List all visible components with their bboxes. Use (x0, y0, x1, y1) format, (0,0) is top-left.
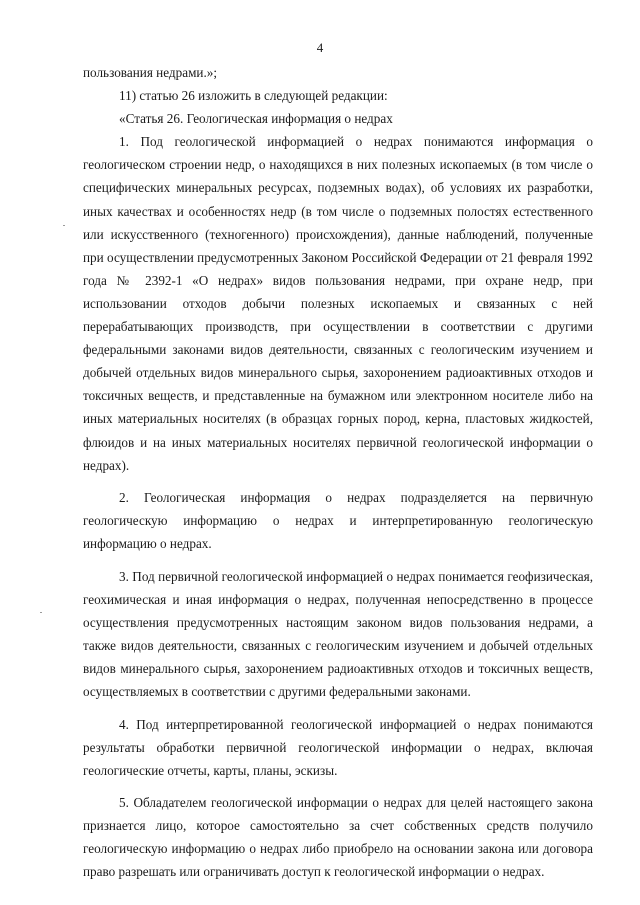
paragraph-clause-4: 4. Под интерпретированной геологической информацией о недрах понимаются результаты обработки первичной геологической информации о недрах, включая геологические отчеты, карты, планы, эскизы. (83, 716, 593, 778)
paragraph-amendment-intro: 11) статью 26 изложить в следующей редакции: (119, 88, 388, 104)
paragraph-clause-5: 5. Обладателем геологической информации о недрах для целей настоящего закона признается лицо, которое самостоятельно за счет собственных средств получило геологическую информацию о недрах либо приобрело на основании закона или договора право разрешать или ограничивать доступ к геологической информации о недрах. (83, 794, 593, 880)
scan-speck (63, 225, 65, 226)
paragraph-clause-3: 3. Под первичной геологической информацией о недрах понимается геофизическая, геохимическая и иная информация о недрах, полученная непосредственно в процессе осуществления предусмотренных настоящим законом видов пользования недрами, а также видов деятельности, связанных с геологическим изучением и добычей отдельных видов минерального сырья, захоронением радиоактивных отходов и токсичных веществ, осуществляемых в соответствии с другими федеральными законами. (83, 568, 593, 700)
scan-speck (40, 612, 42, 613)
document-body (83, 61, 593, 883)
page-number: 4 (316, 40, 324, 55)
paragraph-clause-1: 1. Под геологической информацией о недрах понимаются информация о геологическом строении недр, о находящихся в них полезных ископаемых (в том числе о специфических минеральных ресурсах, подземных водах), об условиях их разработки, иных качествах и особенностях недр (в том числе о подземных полостях естественного или искусственного (техногенного) происхождения), данные наблюдений, полученные при осуществлении предусмотренных Законом Российской Федерации от 21 февраля 1992 года № 2392-1 «О недрах» видов пользования недрами, при охране недр, при использовании отходов добычи полезных ископаемых и связанных с ней перерабатывающих производств, при осуществлении в соответствии с другими федеральными законами видов деятельности, связанных с геологическим изучением и добычей отдельных видов минерального сырья, захоронением радиоактивных отходов и токсичных веществ, и представленные на бумажном или электронном носителе либо на иных материальных носителях (в образцах горных пород, керна, пластовых жидкостей, флюидов и на иных материальных носителях первичной геологической информации о недрах). (83, 134, 593, 473)
paragraph-continuation: пользования недрами.»; (83, 65, 218, 80)
paragraph-clause-2: 2. Геологическая информация о недрах подразделяется на первичную геологическую информацию о недрах и интерпретированную геологическую информацию о недрах. (83, 489, 593, 551)
article-heading: «Статья 26. Геологическая информация о недрах (119, 111, 393, 127)
